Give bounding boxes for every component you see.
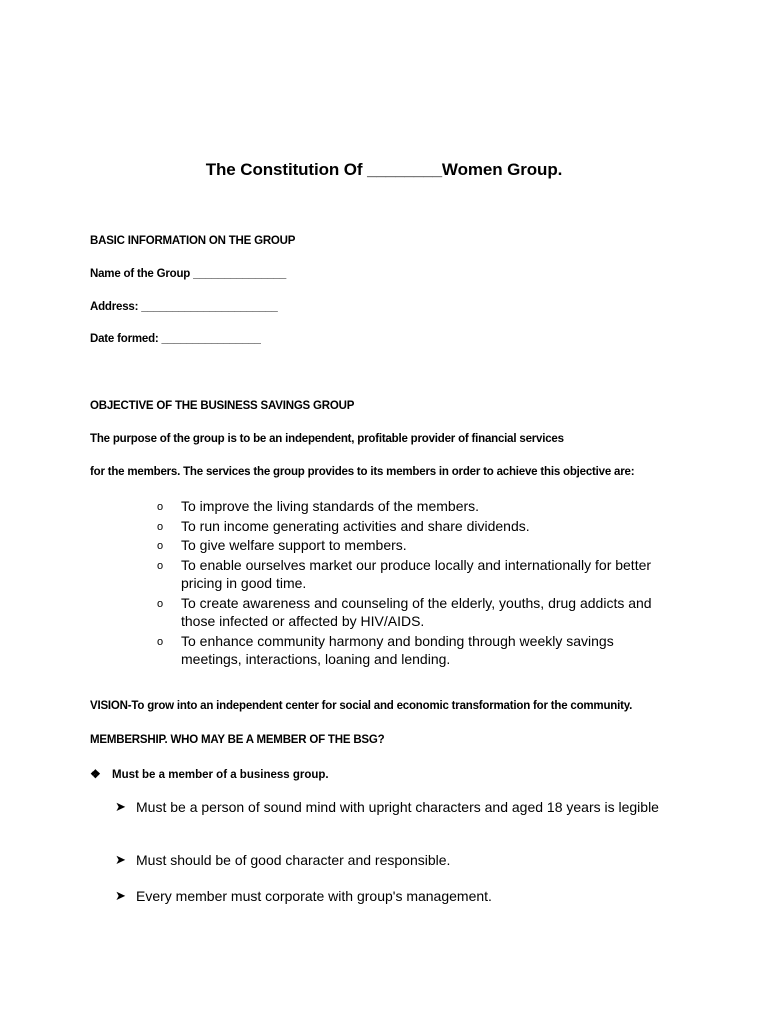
requirement-item-text: Every member must corporate with group's management.	[136, 888, 492, 904]
list-item	[115, 851, 676, 869]
address-line: Address: ______________________	[90, 301, 278, 313]
requirement-item-text: Must should be of good character and responsible.	[136, 852, 451, 868]
objective-heading: OBJECTIVE OF THE BUSINESS SAVINGS GROUP	[90, 400, 355, 412]
list-item	[155, 536, 675, 555]
list-item	[155, 556, 675, 593]
arrow-bullet-icon: ➤	[115, 888, 126, 903]
objective-item-text: To create awareness and counseling of the elderly, youths, drug addicts and those infected or affected by HIV/AIDS.	[181, 594, 652, 629]
diamond-bullet-icon: ❖	[90, 767, 101, 781]
list-item	[115, 798, 676, 816]
diamond-item-text: Must be a member of a business group.	[112, 769, 329, 781]
date-formed-line: Date formed: ________________	[90, 333, 261, 345]
objective-item-text: To give welfare support to members.	[181, 537, 407, 553]
vision-line	[90, 700, 632, 712]
arrow-bullet-icon: ➤	[115, 852, 126, 867]
arrow-bullet-icon: ➤	[115, 799, 126, 814]
list-item	[155, 594, 675, 631]
objective-item-text: To improve the living standards of the members.	[181, 498, 480, 514]
objective-intro-line-1: The purpose of the group is to be an independent, profitable provider of financial services	[90, 433, 564, 445]
objective-intro-line-2: for the members. The services the group provides to its members in order to achieve this objective are:	[90, 466, 635, 478]
circle-bullet-icon: o	[157, 540, 164, 552]
objective-item-text: To enable ourselves market our produce locally and internationally for better pricing in good time.	[181, 556, 652, 591]
list-item	[155, 517, 675, 536]
document-title: The Constitution Of ________Women Group.	[205, 160, 563, 179]
membership-heading: MEMBERSHIP. WHO MAY BE A MEMBER OF THE BSG?	[90, 734, 385, 746]
basic-info-heading: BASIC INFORMATION ON THE GROUP	[90, 235, 296, 247]
group-name-line: Name of the Group _______________	[90, 268, 287, 280]
vision-text: To grow into an independent center for social and economic transformation for the community.	[131, 700, 633, 712]
circle-bullet-icon: o	[157, 520, 164, 533]
objective-item-text: To enhance community harmony and bonding through weekly savings meetings, interactions, loaning and lending.	[181, 632, 614, 667]
list-item	[155, 497, 675, 516]
circle-bullet-icon: o	[157, 597, 164, 610]
objectives-list	[155, 497, 675, 670]
requirement-item-text: Must be a person of sound mind with upright characters and aged 18 years is legible	[136, 799, 659, 815]
circle-bullet-icon: o	[157, 635, 164, 648]
list-item	[115, 887, 676, 905]
objective-item-text: To run income generating activities and share dividends.	[181, 517, 530, 534]
list-item	[155, 632, 675, 669]
vision-label: VISION-	[90, 700, 132, 712]
membership-diamond-item	[90, 767, 329, 781]
circle-bullet-icon: o	[157, 501, 164, 513]
circle-bullet-icon: o	[157, 559, 164, 572]
